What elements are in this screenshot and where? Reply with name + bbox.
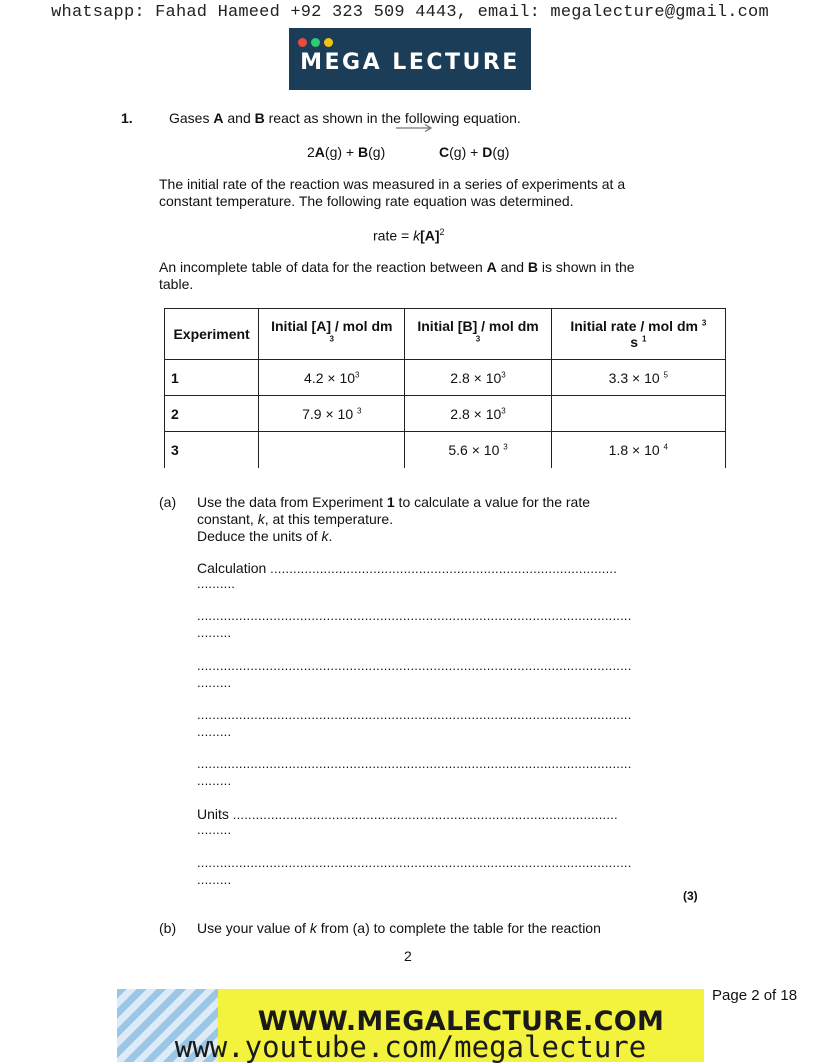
- table-row: [165, 432, 726, 469]
- rate-equation: rate = $k[A]^2$: [373, 227, 445, 244]
- paragraph-2-line-1: An incomplete table of data for the reaction between A and B is shown in the: [159, 259, 635, 275]
- answer-line-continuation: .........: [197, 773, 232, 788]
- answer-line[interactable]: ..................................................................................................................: [197, 756, 632, 771]
- equation-right: C(g) + D(g): [439, 144, 510, 160]
- part-a-line-2: constant, k, at this temperature.: [197, 511, 394, 527]
- reaction-arrow-icon: [396, 123, 434, 133]
- header-initial-rate: Initial rate / mol dm $^3$ s $^1$: [551, 309, 725, 360]
- units-answer-line[interactable]: Units .....................................................................................................: [197, 806, 618, 822]
- answer-line-continuation: .........: [197, 675, 232, 690]
- answer-line[interactable]: ..................................................................................................................: [197, 855, 632, 870]
- cell-conc-b: $2.8 \times 10^3$: [405, 396, 551, 432]
- contact-line: whatsapp: Fahad Hameed +92 323 509 4443, email: megalecture@gmail.com: [51, 3, 769, 22]
- answer-line[interactable]: ..................................................................................................................: [197, 608, 632, 623]
- table-row: [165, 360, 726, 396]
- part-b-text: Use your value of k from (a) to complete the table for the reaction: [197, 920, 601, 936]
- question-number: 1.: [121, 110, 133, 126]
- table-header-row: [165, 309, 726, 360]
- website-link[interactable]: WWW.MEGALECTURE.COM: [257, 1006, 665, 1037]
- part-a-label: (a): [159, 494, 177, 510]
- cell-conc-a: 7.9 × 10 $^3$: [259, 396, 405, 432]
- answer-line[interactable]: ..................................................................................................................: [197, 658, 632, 673]
- red-dot-icon: [298, 38, 307, 47]
- cell-experiment: 1: [165, 360, 259, 396]
- part-a-line-3: Deduce the units of k.: [197, 528, 333, 544]
- cell-experiment: 3: [165, 432, 259, 469]
- cell-experiment: 2: [165, 396, 259, 432]
- calculation-answer-line[interactable]: Calculation ...........................................................................................: [197, 560, 618, 576]
- header-conc-a: Initial [A] / mol dm $^3$: [259, 309, 405, 360]
- equation-left: 2A(g) + B(g): [307, 144, 386, 160]
- cell-rate: 1.8 × 10 $^4$: [551, 432, 725, 469]
- paragraph-1-line-2: constant temperature. The following rate equation was determined.: [159, 193, 574, 209]
- answer-line-continuation: .........: [197, 724, 232, 739]
- yellow-dot-icon: [324, 38, 333, 47]
- logo-text: MEGA LECTURE: [300, 50, 520, 75]
- answer-line-continuation: .........: [197, 822, 232, 837]
- cell-rate-blank: [551, 396, 725, 432]
- cell-rate: 3.3 × 10 $^5$: [551, 360, 725, 396]
- green-dot-icon: [311, 38, 320, 47]
- cell-conc-a-blank: [259, 432, 405, 469]
- question-intro: Gases A and B react as shown in the following equation.: [169, 110, 521, 126]
- cell-conc-b: 5.6 × 10 $^3$: [405, 432, 551, 469]
- header-conc-b: Initial [B] / mol dm $^3$: [405, 309, 551, 360]
- answer-line-continuation: .........: [197, 872, 232, 887]
- header-experiment: Experiment: [165, 309, 259, 360]
- table-row: [165, 396, 726, 432]
- page-of-label: Page 2 of 18: [712, 987, 798, 1004]
- cell-conc-a: $4.2 \times 10^3$: [259, 360, 405, 396]
- paragraph-2-line-2: table.: [159, 276, 194, 292]
- mega-lecture-logo: [289, 28, 531, 90]
- paragraph-1-line-1: The initial rate of the reaction was measured in a series of experiments at a: [159, 176, 626, 192]
- answer-line-continuation: .........: [197, 625, 232, 640]
- answer-line[interactable]: ..................................................................................................................: [197, 707, 632, 722]
- page-number: 2: [404, 948, 412, 964]
- rate-data-table: [164, 308, 726, 468]
- youtube-link[interactable]: www.youtube.com/megalecture: [174, 1030, 647, 1064]
- part-a-line-1: Use the data from Experiment 1 to calculate a value for the rate: [197, 494, 591, 510]
- marks-label: (3): [683, 889, 698, 903]
- part-b-label: (b): [159, 920, 177, 936]
- answer-line-continuation: ..........: [197, 576, 236, 591]
- cell-conc-b: $2.8 \times 10^3$: [405, 360, 551, 396]
